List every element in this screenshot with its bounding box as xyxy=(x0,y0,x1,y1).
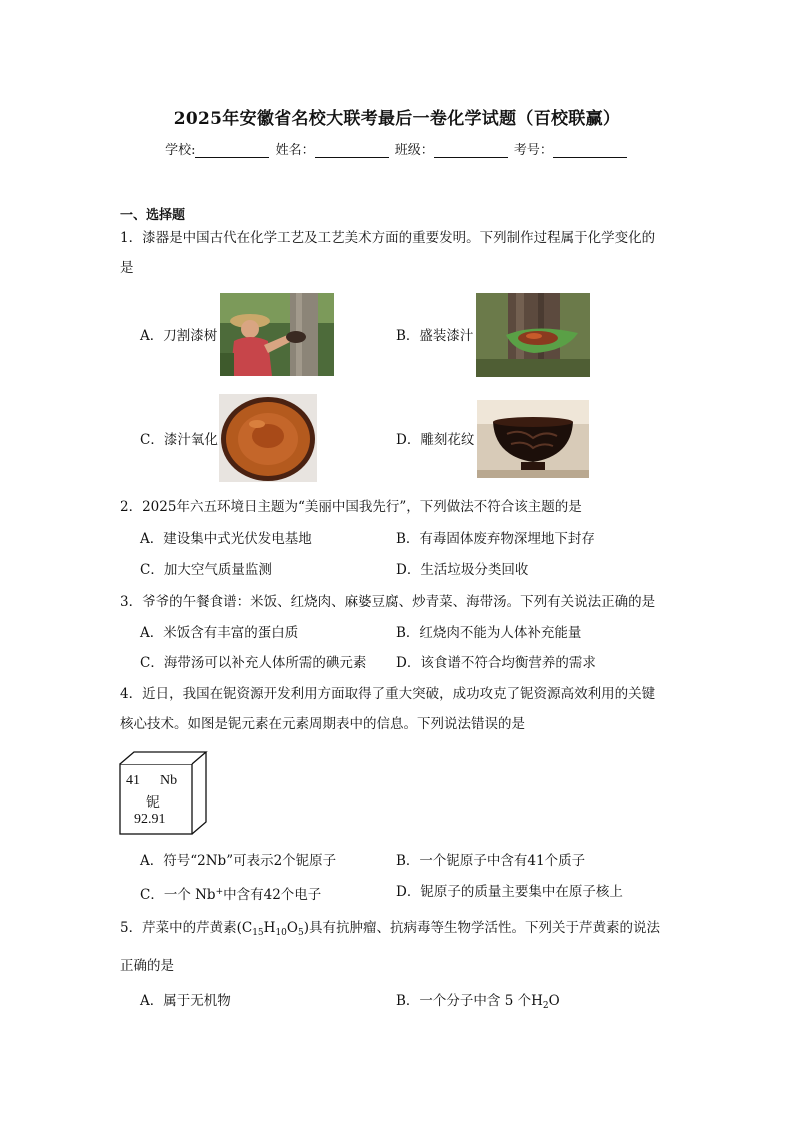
q1-option-a: A．刀割漆树 xyxy=(140,328,218,344)
q3-option-c: C．海带汤可以补充人体所需的碘元素 xyxy=(140,655,367,671)
q1-image-carved-lacquer-bowl xyxy=(477,400,589,478)
exam-number-label: 考号： xyxy=(513,143,553,158)
exam-number-blank xyxy=(553,143,627,158)
question-1-line-1: 1．漆器是中国古代在化学工艺及工艺美术方面的重要发明。下列制作过程属于化学变化的 xyxy=(120,230,656,246)
q5-option-a: A．属于无机物 xyxy=(140,993,231,1009)
question-1-stem xyxy=(120,223,680,283)
class-blank xyxy=(434,143,508,158)
q3-option-d: D．该食谱不符合均衡营养的需求 xyxy=(396,655,596,671)
q2-option-b: B．有毒固体废弃物深埋地下封存 xyxy=(396,531,595,547)
question-4-line-1: 4．近日，我国在铌资源开发利用方面取得了重大突破，成功攻克了铌资源高效利用的关键 xyxy=(120,686,656,702)
name-label: 姓名： xyxy=(275,143,315,158)
q4-option-c xyxy=(140,882,321,905)
formula-close: ) xyxy=(303,920,309,936)
question-5-text-2: 具有抗肿瘤、抗病毒等生物学活性。下列关于芹黄素的说法 xyxy=(308,920,660,936)
formula-o: O xyxy=(286,920,298,936)
question-1-line-2: 是 xyxy=(120,260,134,276)
q5-option-b-h: H xyxy=(531,993,543,1009)
formula-c-count: 15 xyxy=(252,928,264,938)
q1-option-c: C．漆汁氧化 xyxy=(140,432,218,448)
q4-option-a: A．符号“2Nb”可表示2个铌原子 xyxy=(140,853,337,869)
q4-option-c-text-2: 中含有42个电子 xyxy=(223,887,322,903)
q2-option-a: A．建设集中式光伏发电基地 xyxy=(140,531,312,547)
formula-c: (C xyxy=(236,920,253,936)
q2-option-d: D．生活垃圾分类回收 xyxy=(396,562,529,578)
q5-option-b-o: O xyxy=(548,993,560,1009)
q1-image-cutting-lacquer-tree xyxy=(220,293,334,376)
school-blank xyxy=(195,143,269,158)
question-3-stem: 3．爷爷的午餐食谱：米饭、红烧肉、麻婆豆腐、炒青菜、海带汤。下列有关说法正确的是 xyxy=(120,594,656,610)
q3-option-a: A．米饭含有丰富的蛋白质 xyxy=(140,625,299,641)
apigenin-formula xyxy=(237,920,309,936)
formula-h-count: 10 xyxy=(275,928,287,938)
q4-option-c-text: C．一个 Nb xyxy=(140,887,216,903)
question-5-stem xyxy=(120,913,680,948)
formula-h: H xyxy=(263,920,276,936)
element-atomic-mass: 92.91 xyxy=(134,812,166,827)
element-name: 铌 xyxy=(146,795,160,811)
q3-option-b: B．红烧肉不能为人体补充能量 xyxy=(396,625,582,641)
q4-option-c-charge: + xyxy=(215,887,224,897)
question-5-line-2: 正确的是 xyxy=(120,958,174,974)
q1-image-collecting-lacquer-sap xyxy=(476,293,590,377)
student-info-line xyxy=(0,139,794,158)
section-title: 一、选择题 xyxy=(120,208,186,223)
question-2-stem: 2．2025年六五环境日主题为“美丽中国我先行”，下列做法不符合该主题的是 xyxy=(120,499,582,515)
element-symbol: Nb xyxy=(160,773,178,788)
school-label: 学校: xyxy=(165,143,196,158)
q1-option-d: D．雕刻花纹 xyxy=(396,432,475,448)
name-blank xyxy=(315,143,389,158)
q2-option-c: C．加大空气质量监测 xyxy=(140,562,272,578)
question-5-text-1: 5．芹菜中的芹黄素 xyxy=(120,920,237,936)
q5-option-b-h-count: 2 xyxy=(542,1001,549,1011)
page-title: 2025年安徽省名校大联考最后一卷化学试题（百校联赢） xyxy=(173,109,621,129)
class-label: 班级： xyxy=(394,143,434,158)
question-4-line-2: 核心技术。如图是铌元素在元素周期表中的信息。下列说法错误的是 xyxy=(120,716,525,732)
q4-option-d: D．铌原子的质量主要集中在原子核上 xyxy=(396,884,623,900)
niobium-element-cell xyxy=(118,750,210,836)
element-atomic-number: 41 xyxy=(126,773,140,788)
formula-o-count: 5 xyxy=(297,928,304,938)
question-4-stem xyxy=(120,679,680,739)
q1-image-lacquer-oxidation xyxy=(219,394,317,482)
q1-option-b: B．盛装漆汁 xyxy=(396,328,474,344)
q5-option-b xyxy=(396,991,560,1016)
q5-option-b-text: B．一个分子中含 5 个 xyxy=(396,993,532,1009)
q4-option-b: B．一个铌原子中含有41个质子 xyxy=(396,853,586,869)
